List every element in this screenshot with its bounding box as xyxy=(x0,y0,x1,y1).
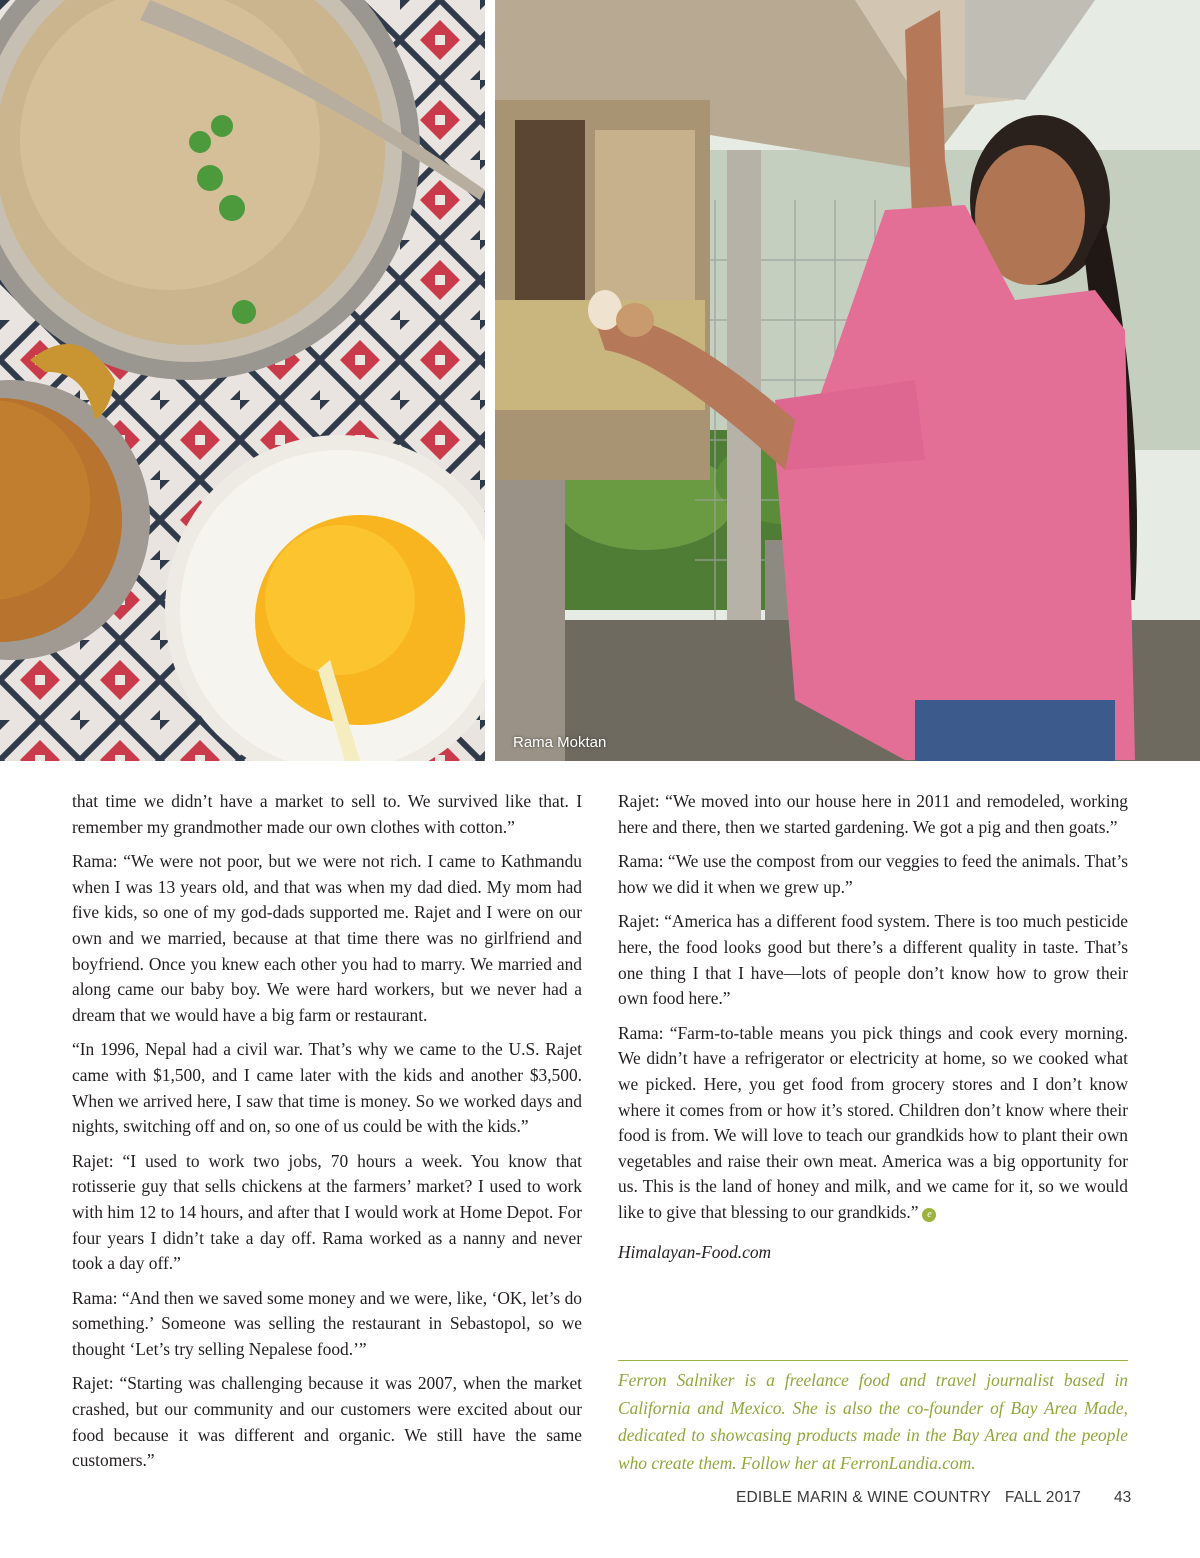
page-number: 43 xyxy=(1114,1489,1132,1506)
paragraph: Rama: “We use the compost from our veggies to feed the animals. That’s how we did it when we grew up.” xyxy=(618,851,1128,897)
article-column-left xyxy=(72,789,582,1483)
source-link[interactable]: Himalayan-Food.com xyxy=(618,1241,772,1262)
paragraph: Rajet: “We moved into our house here in 2011 and remodeled, working here and there, then we started gardening. We got a pig and then goats.” xyxy=(618,791,1128,837)
author-bio: Ferron Salniker is a freelance food and travel journalist based in California and Mexico. She is also the co-founder of Bay Area Made, dedicated to showcasing products made in the Bay Area and the people who create them. Follow her at FerronLandia.com. xyxy=(618,1360,1128,1477)
paragraph: Rajet: “I used to work two jobs, 70 hours a week. You know that rotisserie guy that sells chickens at the farmers’ market? I used to work with him 12 to 14 hours, and after that I would work at Home Depot. For four years I didn’t take a day off. Rama worked as a nanny and never took a day off.” xyxy=(72,1150,582,1274)
publication-name: EDIBLE MARIN & WINE COUNTRY xyxy=(736,1489,991,1506)
page-footer xyxy=(736,1489,1081,1507)
paragraph: “In 1996, Nepal had a civil war. That’s why we came to the U.S. Rajet came with $1,500, and I came later with the kids and another $3,500. When we arrived here, I saw that time is money. So we worked days and nights, switching off and on, so one of us could be with the kids.” xyxy=(72,1039,582,1137)
food-photo-illustration xyxy=(0,0,485,761)
paragraph: that time we didn’t have a market to sell to. We survived like that. I remember my grandmother made our own clothes with cotton.” xyxy=(72,791,582,837)
paragraph: Rajet: “Starting was challenging because it was 2007, when the market crashed, but our community and our customers were excited about our food because it was different and organic. We still have the same customers.” xyxy=(72,1373,582,1471)
paragraph: Rama: “And then we saved some money and we were, like, ‘OK, let’s do something.’ Someone was selling the restaurant in Sebastopol, so we thought ‘Let’s try selling Nepalese food.’” xyxy=(72,1287,582,1359)
issue-date: FALL 2017 xyxy=(1004,1489,1082,1506)
farm-photo-illustration xyxy=(495,0,1200,761)
photo-caption: Rama Moktan xyxy=(513,734,607,751)
end-mark-icon: e xyxy=(922,1208,936,1222)
paragraph: Rajet: “America has a different food system. There is too much pesticide here, the food looks good but there’s a different quality in taste. That’s one thing I that I have—lots of people don’t know how to grow their own food here.” xyxy=(618,911,1128,1009)
paragraph: Rama: “We were not poor, but we were not rich. I came to Kathmandu when I was 13 years old, and that was when my dad died. My mom had five kids, so one of my god-dads supported me. Rajet and I were on our own and we married, because at that time there was no girlfriend and boyfriend. Once you knew each other you had to marry. We married and along came our baby boy. We were hard workers, but we never had a dream that we would have a big farm or restaurant. xyxy=(72,851,582,1025)
article-column-right xyxy=(618,789,1128,1274)
food-photo xyxy=(0,0,485,761)
paragraph-text: Rama: “Farm-to-table means you pick things and cook every morning. We didn’t have a refrigerator or electricity at home, so we cooked what we picked. Here, you get food from grocery stores and I don’t know where it comes from or how it’s stored. Children don’t know where their food is from. We will love to teach our grandkids how to plant their own vegetables and raise their own meat. America was a big opportunity for us. This is the land of honey and milk, and we came for it, so we would like to give that blessing to our grandkids.” xyxy=(618,1022,1128,1222)
farm-photo xyxy=(495,0,1200,761)
paragraph-final xyxy=(618,1021,1128,1226)
